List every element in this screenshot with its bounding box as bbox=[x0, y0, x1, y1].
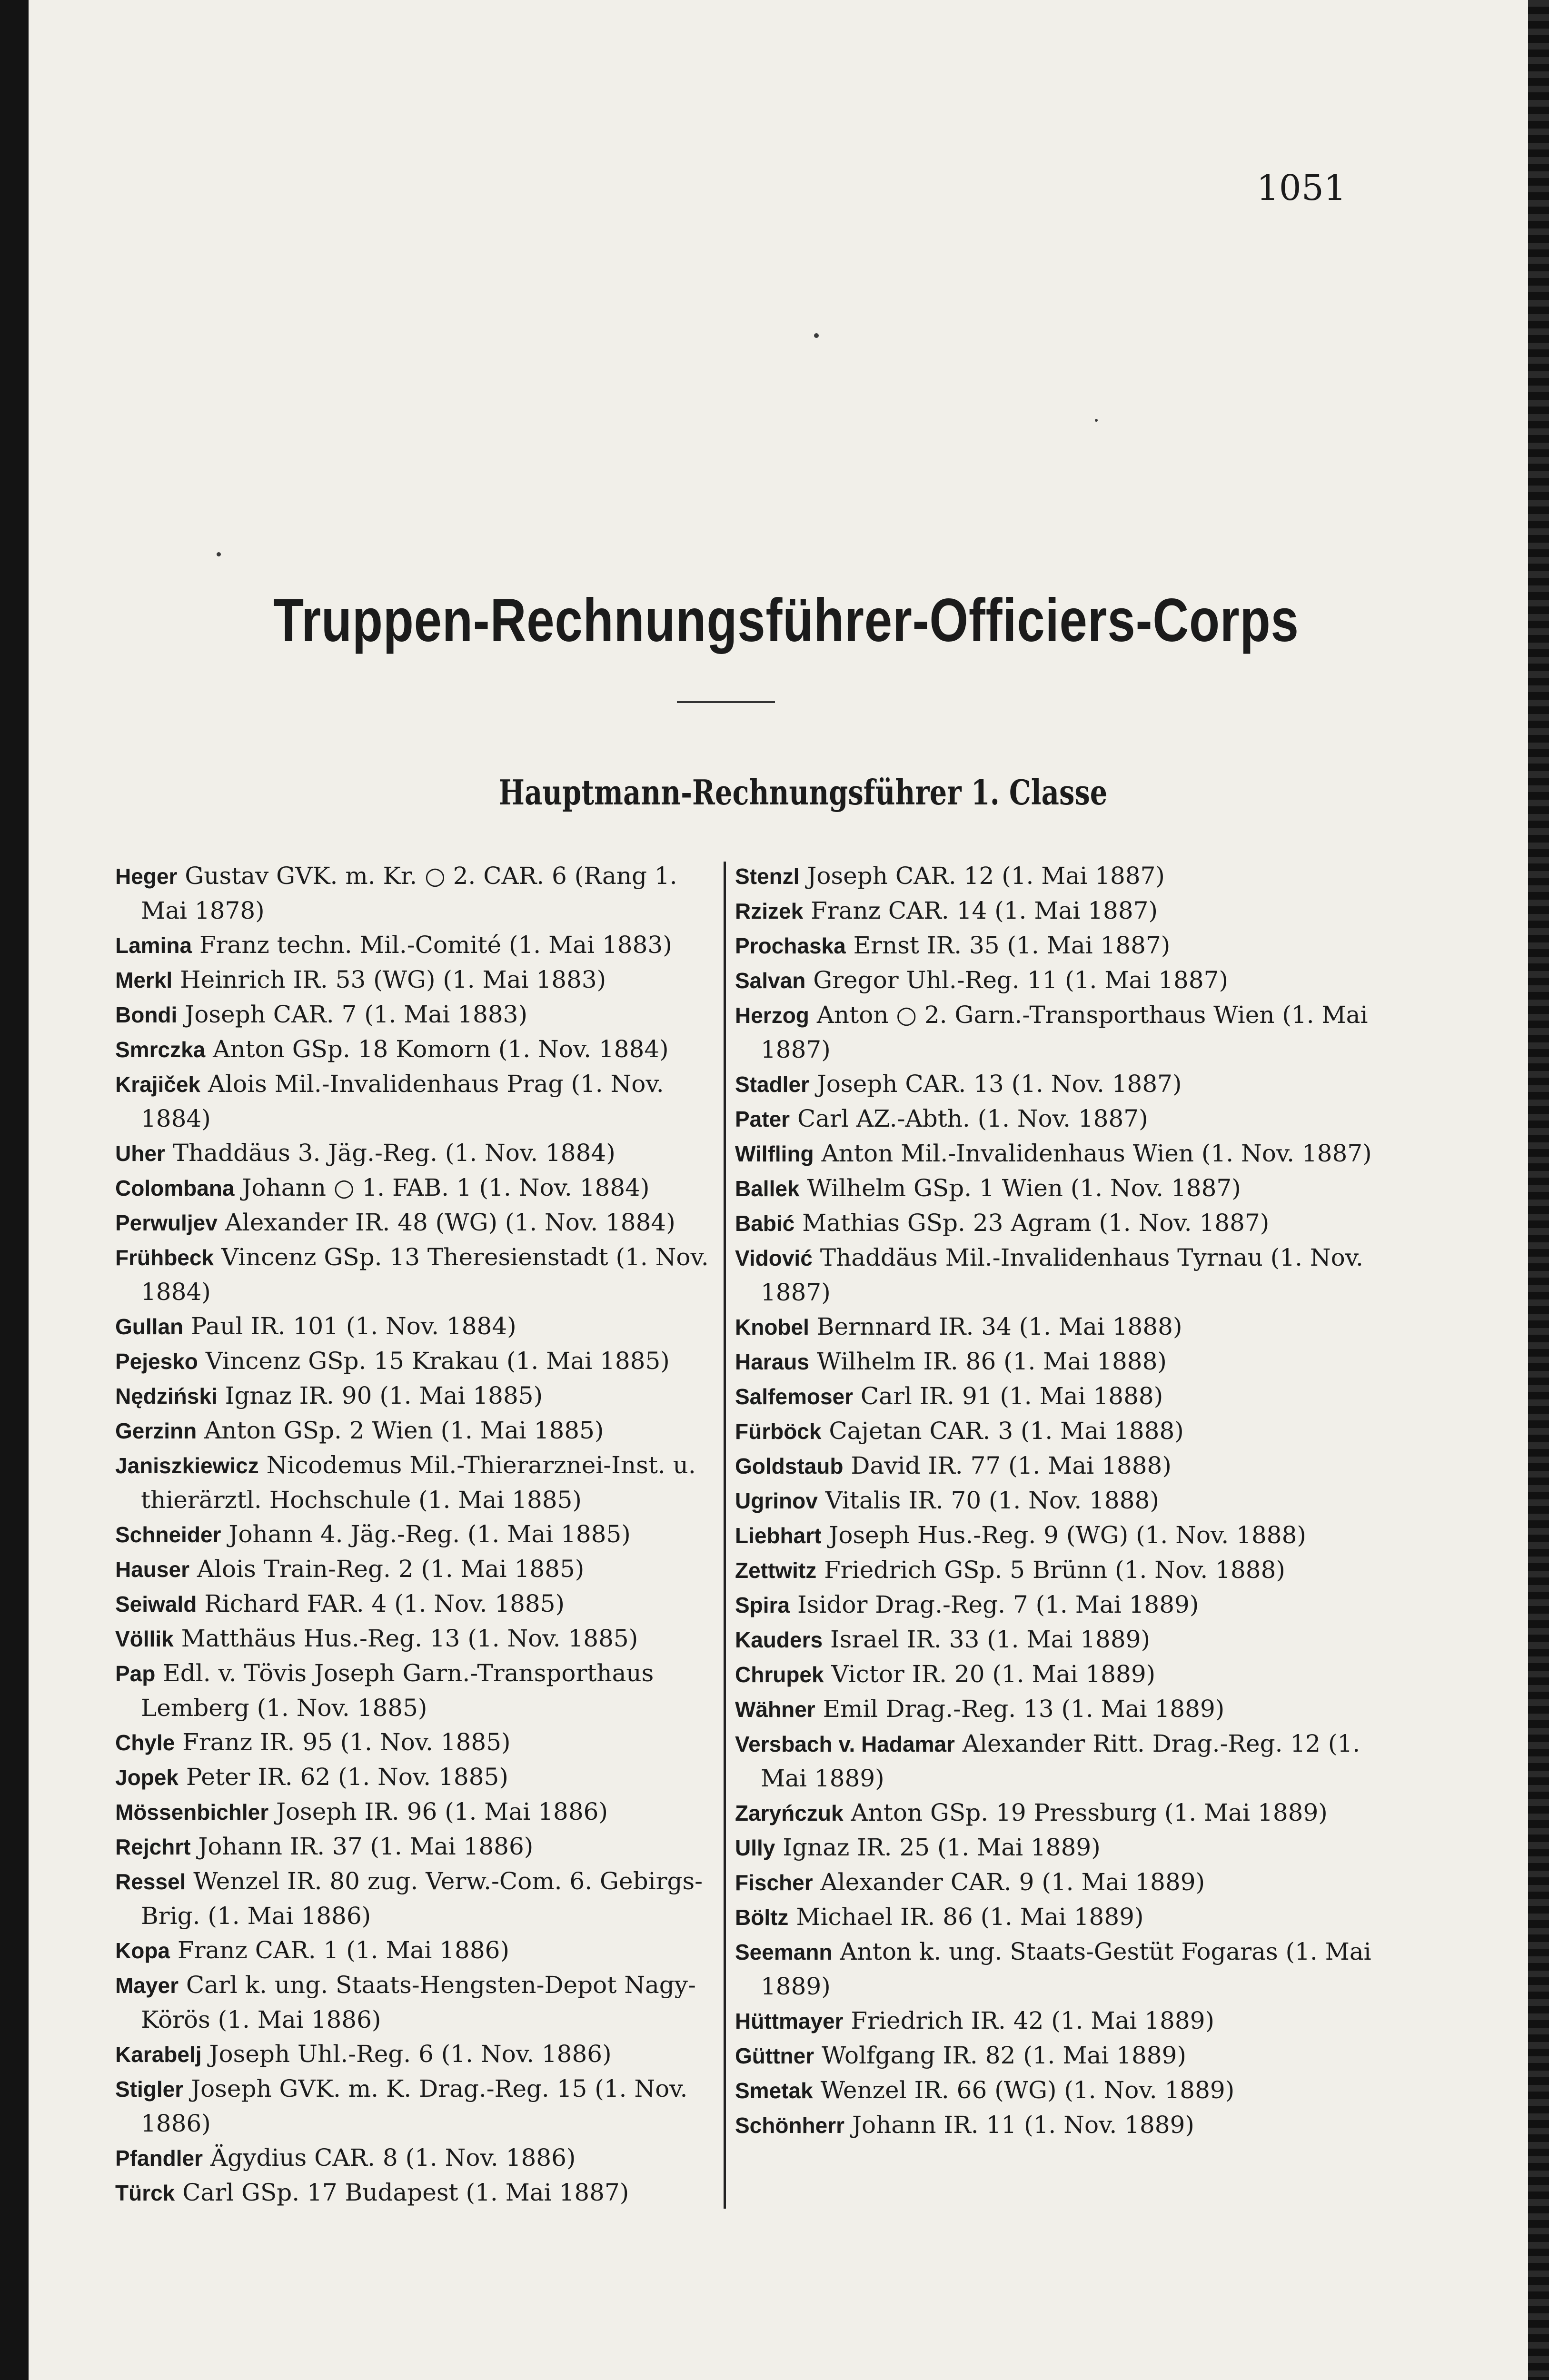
entry-details: Friedrich GSp. 5 Brünn (1. Nov. 1888) bbox=[824, 1556, 1285, 1584]
entry-surname: Knobel bbox=[735, 1315, 809, 1339]
list-entry bbox=[735, 1865, 1379, 1900]
entry-details: Franz IR. 95 (1. Nov. 1885) bbox=[182, 1728, 511, 1756]
entry-surname: Kopa bbox=[115, 1938, 170, 1963]
entry-details: Anton Mil.-Invalidenhaus Wien (1. Nov. 1887) bbox=[821, 1140, 1372, 1167]
entry-surname: Babić bbox=[735, 1211, 795, 1236]
entry-details: Carl AZ.-Abth. (1. Nov. 1887) bbox=[797, 1105, 1148, 1132]
list-entry bbox=[115, 1032, 725, 1067]
entry-surname: Pfandler bbox=[115, 2146, 203, 2171]
entry-details: Israel IR. 33 (1. Mai 1889) bbox=[830, 1626, 1151, 1653]
list-entry bbox=[735, 1414, 1379, 1448]
list-entry bbox=[735, 1240, 1379, 1309]
entry-surname: Schneider bbox=[115, 1522, 221, 1547]
speck bbox=[1095, 419, 1098, 422]
list-entry bbox=[115, 1587, 725, 1621]
list-entry bbox=[735, 1622, 1379, 1657]
entry-surname: Böltz bbox=[735, 1905, 789, 1930]
speck bbox=[217, 552, 221, 556]
page-number: 1051 bbox=[1256, 168, 1346, 208]
entry-surname: Krajiček bbox=[115, 1072, 201, 1097]
entry-details: Wenzel IR. 66 (WG) (1. Nov. 1889) bbox=[820, 2076, 1235, 2104]
list-entry bbox=[735, 998, 1379, 1067]
list-entry bbox=[735, 2073, 1379, 2108]
entry-surname: Chrupek bbox=[735, 1662, 824, 1687]
entry-details: Joseph Hus.-Reg. 9 (WG) (1. Nov. 1888) bbox=[829, 1521, 1306, 1549]
entry-details: Ägydius CAR. 8 (1. Nov. 1886) bbox=[210, 2144, 576, 2172]
entry-surname: Ully bbox=[735, 1835, 775, 1860]
entry-details: Matthäus Hus.-Reg. 13 (1. Nov. 1885) bbox=[181, 1625, 638, 1652]
list-entry bbox=[115, 2072, 725, 2141]
list-entry bbox=[735, 1206, 1379, 1240]
entry-details: Alois Mil.-Invalidenhaus Prag (1. Nov. 1884) bbox=[141, 1070, 664, 1132]
entry-surname: Güttner bbox=[735, 2043, 814, 2068]
entry-details: Alexander IR. 48 (WG) (1. Nov. 1884) bbox=[225, 1209, 675, 1236]
entry-details: Wilhelm GSp. 1 Wien (1. Nov. 1887) bbox=[807, 1174, 1241, 1202]
entry-surname: Mayer bbox=[115, 1973, 179, 1998]
list-entry bbox=[115, 1656, 725, 1725]
entry-surname: Colombana bbox=[115, 1176, 235, 1200]
entry-surname: Schönherr bbox=[735, 2113, 845, 2138]
entry-surname: Stadler bbox=[735, 1072, 809, 1097]
entry-details: Carl k. ung. Staats-Hengsten-Depot Nagy-Körös (1. Mai 1886) bbox=[141, 1971, 696, 2033]
entry-surname: Gullan bbox=[115, 1314, 184, 1339]
list-entry bbox=[735, 859, 1379, 893]
entry-surname: Salfemoser bbox=[735, 1384, 854, 1409]
entry-details: Emil Drag.-Reg. 13 (1. Mai 1889) bbox=[823, 1695, 1225, 1723]
entry-details: Vincenz GSp. 15 Krakau (1. Mai 1885) bbox=[205, 1347, 670, 1375]
entry-details: Bernnard IR. 34 (1. Mai 1888) bbox=[816, 1313, 1182, 1340]
entry-details: Franz CAR. 1 (1. Mai 1886) bbox=[177, 1936, 510, 1964]
entry-surname: Ballek bbox=[735, 1176, 800, 1201]
list-entry bbox=[735, 1795, 1379, 1830]
entry-surname: Uher bbox=[115, 1141, 165, 1166]
entry-details: Michael IR. 86 (1. Mai 1889) bbox=[796, 1903, 1144, 1931]
entry-surname: Haraus bbox=[735, 1349, 809, 1374]
entry-surname: Fischer bbox=[735, 1870, 813, 1895]
entry-details: Gustav GVK. m. Kr. ○ 2. CAR. 6 (Rang 1. Mai 1878) bbox=[141, 862, 677, 924]
page-sheet bbox=[29, 0, 1528, 2380]
entry-details: Vincenz GSp. 13 Theresienstadt (1. Nov. 1884) bbox=[141, 1243, 709, 1306]
list-entry bbox=[115, 1795, 725, 1829]
entry-surname: Karabelj bbox=[115, 2042, 202, 2067]
entry-details: Anton GSp. 2 Wien (1. Mai 1885) bbox=[204, 1417, 604, 1444]
entry-surname: Janiszkiewicz bbox=[115, 1453, 259, 1478]
entry-surname: Wähner bbox=[735, 1697, 815, 1722]
list-entry bbox=[735, 1726, 1379, 1795]
entry-surname: Gerzinn bbox=[115, 1418, 197, 1443]
entry-details: Anton k. ung. Staats-Gestüt Fogaras (1. Mai 1889) bbox=[761, 1938, 1371, 2000]
entry-details: Ignaz IR. 90 (1. Mai 1885) bbox=[225, 1382, 543, 1409]
entry-details: Nicodemus Mil.-Thierarznei-Inst. u. thierärztl. Hochschule (1. Mai 1885) bbox=[141, 1451, 696, 1514]
list-entry bbox=[735, 2038, 1379, 2073]
list-entry bbox=[735, 1830, 1379, 1865]
list-entry bbox=[115, 1725, 725, 1760]
entry-details: Ignaz IR. 25 (1. Mai 1889) bbox=[783, 1834, 1101, 1861]
entry-surname: Zettwitz bbox=[735, 1558, 817, 1583]
entry-surname: Pap bbox=[115, 1661, 156, 1686]
entry-details: Joseph CAR. 7 (1. Mai 1883) bbox=[185, 1001, 527, 1028]
entry-surname: Jopek bbox=[115, 1765, 179, 1790]
entry-details: Franz techn. Mil.-Comité (1. Mai 1883) bbox=[199, 931, 672, 959]
entry-details: Johann ○ 1. FAB. 1 (1. Nov. 1884) bbox=[242, 1174, 650, 1201]
list-entry bbox=[735, 1692, 1379, 1726]
entry-surname: Smetak bbox=[735, 2078, 813, 2103]
list-entry bbox=[115, 1344, 725, 1378]
list-entry bbox=[735, 928, 1379, 963]
list-entry bbox=[735, 1518, 1379, 1553]
speck bbox=[814, 333, 819, 338]
column-divider bbox=[724, 862, 726, 2209]
list-entry bbox=[735, 1587, 1379, 1622]
entry-surname: Frühbeck bbox=[115, 1245, 214, 1270]
list-entry bbox=[115, 1205, 725, 1240]
entry-surname: Nędziński bbox=[115, 1384, 218, 1408]
entry-details: Anton ○ 2. Garn.-Transporthaus Wien (1. Mai 1887) bbox=[761, 1001, 1368, 1063]
entry-details: Friedrich IR. 42 (1. Mai 1889) bbox=[851, 2007, 1215, 2034]
list-entry bbox=[735, 1934, 1379, 2003]
list-entry bbox=[115, 1968, 725, 2037]
entry-surname: Kauders bbox=[735, 1627, 823, 1652]
list-entry bbox=[735, 1448, 1379, 1483]
entry-details: Edl. v. Tövis Joseph Garn.-Transporthaus Lemberg (1. Nov. 1885) bbox=[141, 1659, 654, 1722]
entry-details: David IR. 77 (1. Mai 1888) bbox=[851, 1452, 1172, 1479]
entry-details: Ernst IR. 35 (1. Mai 1887) bbox=[853, 932, 1171, 959]
entry-details: Johann IR. 37 (1. Mai 1886) bbox=[198, 1833, 534, 1860]
entry-surname: Seiwald bbox=[115, 1592, 197, 1616]
list-entry bbox=[115, 1309, 725, 1344]
entry-details: Paul IR. 101 (1. Nov. 1884) bbox=[191, 1312, 516, 1340]
entry-surname: Lamina bbox=[115, 933, 192, 958]
entry-details: Peter IR. 62 (1. Nov. 1885) bbox=[186, 1763, 508, 1791]
entry-details: Anton GSp. 19 Pressburg (1. Mai 1889) bbox=[851, 1799, 1328, 1826]
list-entry bbox=[735, 893, 1379, 928]
list-entry bbox=[115, 997, 725, 1032]
list-entry bbox=[115, 2037, 725, 2072]
list-entry bbox=[735, 1379, 1379, 1414]
entry-details: Johann IR. 11 (1. Nov. 1889) bbox=[852, 2111, 1194, 2139]
list-entry bbox=[115, 859, 725, 928]
entry-surname: Versbach v. Hadamar bbox=[735, 1732, 955, 1756]
entry-details: Joseph GVK. m. K. Drag.-Reg. 15 (1. Nov. 1886) bbox=[141, 2075, 688, 2137]
entry-surname: Vidović bbox=[735, 1246, 813, 1270]
title-rule bbox=[677, 701, 775, 703]
entry-surname: Bondi bbox=[115, 1002, 178, 1027]
entry-surname: Fürböck bbox=[735, 1419, 822, 1444]
entry-surname: Ugrinov bbox=[735, 1488, 818, 1513]
entry-details: Joseph IR. 96 (1. Mai 1886) bbox=[276, 1798, 608, 1825]
list-entry bbox=[115, 1864, 725, 1933]
entry-surname: Zaryńczuk bbox=[735, 1801, 844, 1825]
entry-surname: Völlik bbox=[115, 1626, 174, 1651]
entry-surname: Hauser bbox=[115, 1557, 189, 1582]
entry-details: Mathias GSp. 23 Agram (1. Nov. 1887) bbox=[802, 1209, 1270, 1237]
entry-surname: Prochaska bbox=[735, 933, 846, 958]
list-entry bbox=[115, 1448, 725, 1517]
entry-details: Anton GSp. 18 Komorn (1. Nov. 1884) bbox=[213, 1035, 669, 1063]
list-entry bbox=[735, 1657, 1379, 1692]
entry-details: Alexander CAR. 9 (1. Mai 1889) bbox=[820, 1868, 1205, 1896]
section-subtitle: Hauptmann-Rechnungsführer 1. Classe bbox=[498, 772, 1108, 813]
entry-surname: Türck bbox=[115, 2181, 175, 2205]
entry-details: Isidor Drag.-Reg. 7 (1. Mai 1889) bbox=[797, 1591, 1199, 1618]
page-title: Truppen-Rechnungsführer-Officiers-Corps bbox=[273, 586, 1299, 654]
list-entry bbox=[115, 1413, 725, 1448]
entry-surname: Pejesko bbox=[115, 1349, 198, 1374]
list-entry bbox=[115, 1136, 725, 1170]
list-entry bbox=[735, 1171, 1379, 1206]
entry-details: Joseph Uhl.-Reg. 6 (1. Nov. 1886) bbox=[209, 2040, 612, 2068]
list-entry bbox=[735, 1483, 1379, 1518]
entry-surname: Mössenbichler bbox=[115, 1800, 269, 1825]
entry-surname: Perwuljev bbox=[115, 1210, 218, 1235]
entry-details: Victor IR. 20 (1. Mai 1889) bbox=[831, 1660, 1156, 1688]
right-column bbox=[735, 859, 1379, 2142]
list-entry bbox=[115, 1517, 725, 1552]
list-entry bbox=[115, 928, 725, 962]
entry-surname: Stigler bbox=[115, 2077, 184, 2102]
list-entry bbox=[735, 1136, 1379, 1171]
entry-surname: Heger bbox=[115, 864, 178, 889]
entry-details: Joseph CAR. 12 (1. Mai 1887) bbox=[807, 862, 1165, 890]
list-entry bbox=[115, 962, 725, 997]
list-entry bbox=[735, 2108, 1379, 2142]
entry-details: Alexander Ritt. Drag.-Reg. 12 (1. Mai 1889) bbox=[761, 1730, 1360, 1792]
entry-details: Joseph CAR. 13 (1. Nov. 1887) bbox=[816, 1070, 1182, 1098]
entry-details: Thaddäus Mil.-Invalidenhaus Tyrnau (1. Nov. 1887) bbox=[761, 1244, 1363, 1306]
entry-surname: Pater bbox=[735, 1107, 790, 1131]
list-entry bbox=[115, 1378, 725, 1413]
list-entry bbox=[115, 1240, 725, 1309]
entry-details: Franz CAR. 14 (1. Mai 1887) bbox=[811, 897, 1158, 924]
list-entry bbox=[735, 1553, 1379, 1587]
entry-details: Thaddäus 3. Jäg.-Reg. (1. Nov. 1884) bbox=[172, 1139, 616, 1167]
list-entry bbox=[115, 1552, 725, 1587]
entry-surname: Merkl bbox=[115, 968, 173, 992]
entry-surname: Smrczka bbox=[115, 1037, 206, 1062]
list-entry bbox=[735, 1309, 1379, 1344]
list-entry bbox=[115, 1933, 725, 1968]
entry-surname: Spira bbox=[735, 1593, 790, 1617]
list-entry bbox=[115, 1170, 725, 1205]
entry-details: Alois Train-Reg. 2 (1. Mai 1885) bbox=[197, 1555, 585, 1583]
scan-edge bbox=[1528, 0, 1549, 2380]
entry-surname: Seemann bbox=[735, 1940, 833, 1964]
entry-surname: Hüttmayer bbox=[735, 2009, 844, 2033]
entry-details: Gregor Uhl.-Reg. 11 (1. Mai 1887) bbox=[813, 966, 1228, 994]
entry-surname: Liebhart bbox=[735, 1523, 822, 1548]
entry-details: Carl GSp. 17 Budapest (1. Mai 1887) bbox=[182, 2179, 629, 2206]
entry-details: Carl IR. 91 (1. Mai 1888) bbox=[860, 1382, 1163, 1410]
entry-surname: Rzizek bbox=[735, 899, 804, 923]
list-entry bbox=[115, 1621, 725, 1656]
entry-surname: Goldstaub bbox=[735, 1454, 844, 1478]
list-entry bbox=[115, 1760, 725, 1795]
entry-surname: Rejchrt bbox=[115, 1835, 191, 1859]
list-entry bbox=[735, 1344, 1379, 1379]
entry-surname: Salvan bbox=[735, 968, 806, 993]
entry-details: Vitalis IR. 70 (1. Nov. 1888) bbox=[825, 1487, 1159, 1514]
list-entry bbox=[735, 2003, 1379, 2038]
entry-surname: Wilfling bbox=[735, 1141, 814, 1166]
list-entry bbox=[115, 1067, 725, 1136]
entry-details: Wolfgang IR. 82 (1. Mai 1889) bbox=[822, 2042, 1186, 2069]
entry-details: Wilhelm IR. 86 (1. Mai 1888) bbox=[816, 1348, 1167, 1375]
list-entry bbox=[735, 1067, 1379, 1101]
list-entry bbox=[735, 1900, 1379, 1934]
entry-details: Heinrich IR. 53 (WG) (1. Mai 1883) bbox=[180, 966, 606, 993]
entry-surname: Stenzl bbox=[735, 864, 800, 889]
list-entry bbox=[735, 963, 1379, 998]
entry-details: Richard FAR. 4 (1. Nov. 1885) bbox=[204, 1590, 565, 1617]
left-column bbox=[115, 859, 725, 2210]
entry-details: Wenzel IR. 80 zug. Verw.-Com. 6. Gebirgs-Brig. (1. Mai 1886) bbox=[141, 1867, 703, 1930]
entry-details: Cajetan CAR. 3 (1. Mai 1888) bbox=[829, 1417, 1184, 1445]
list-entry bbox=[115, 2141, 725, 2175]
list-entry bbox=[115, 2175, 725, 2210]
entry-surname: Herzog bbox=[735, 1003, 809, 1028]
list-entry bbox=[735, 1101, 1379, 1136]
entry-surname: Chyle bbox=[115, 1730, 175, 1755]
list-entry bbox=[115, 1829, 725, 1864]
entry-details: Johann 4. Jäg.-Reg. (1. Mai 1885) bbox=[228, 1520, 631, 1548]
entry-surname: Ressel bbox=[115, 1869, 186, 1894]
